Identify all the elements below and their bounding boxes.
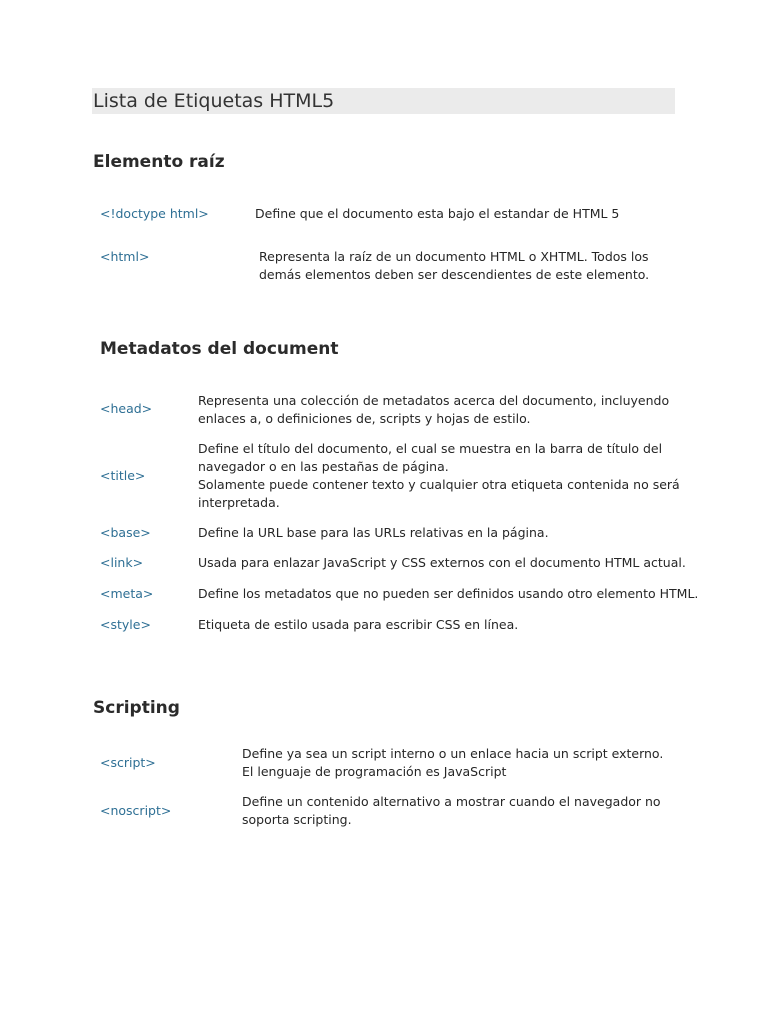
desc-doctype: Define que el documento esta bajo el estandar de HTML 5	[255, 206, 620, 221]
desc-base: Define la URL base para las URLs relativas en la página.	[198, 525, 549, 540]
desc-head: Representa una colección de metadatos acerca del documento, incluyendo enlaces a, o definiciones de, scripts y hojas de estilo.	[198, 393, 670, 426]
desc-style: Etiqueta de estilo usada para escribir CSS en línea.	[198, 617, 519, 632]
section-heading-metadata: Metadatos del document	[100, 339, 339, 359]
tag-meta: <meta>	[100, 586, 154, 601]
tag-script: <script>	[100, 755, 156, 770]
tag-head: <head>	[100, 401, 153, 416]
desc-meta: Define los metadatos que no pueden ser definidos usando otro elemento HTML.	[198, 586, 699, 601]
desc-noscript: Define un contenido alternativo a mostrar cuando el navegador no soporta scripting.	[242, 794, 661, 827]
desc-title: Define el título del documento, el cual se muestra en la barra de título del navegador o en las pestañas de página. Solamente puede contener texto y cualquier otra etiqueta contenida no será interpretada.	[198, 441, 680, 510]
tag-base: <base>	[100, 525, 151, 540]
document-title: Lista de Etiquetas HTML5	[93, 90, 335, 112]
section-heading-scripting: Scripting	[93, 698, 180, 718]
document-title-bar	[92, 88, 675, 114]
tag-html: <html>	[100, 249, 150, 264]
desc-script: Define ya sea un script interno o un enlace hacia un script externo. El lenguaje de programación es JavaScript	[242, 746, 664, 779]
tag-doctype: <!doctype html>	[100, 206, 209, 221]
tag-style: <style>	[100, 617, 151, 632]
tag-link: <link>	[100, 555, 144, 570]
desc-html: Representa la raíz de un documento HTML o XHTML. Todos los demás elementos deben ser descendientes de este elemento.	[259, 249, 650, 282]
tag-title: <title>	[100, 468, 146, 483]
tag-noscript: <noscript>	[100, 803, 172, 818]
section-heading-root-element: Elemento raíz	[93, 152, 225, 172]
desc-link: Usada para enlazar JavaScript y CSS externos con el documento HTML actual.	[198, 555, 686, 570]
